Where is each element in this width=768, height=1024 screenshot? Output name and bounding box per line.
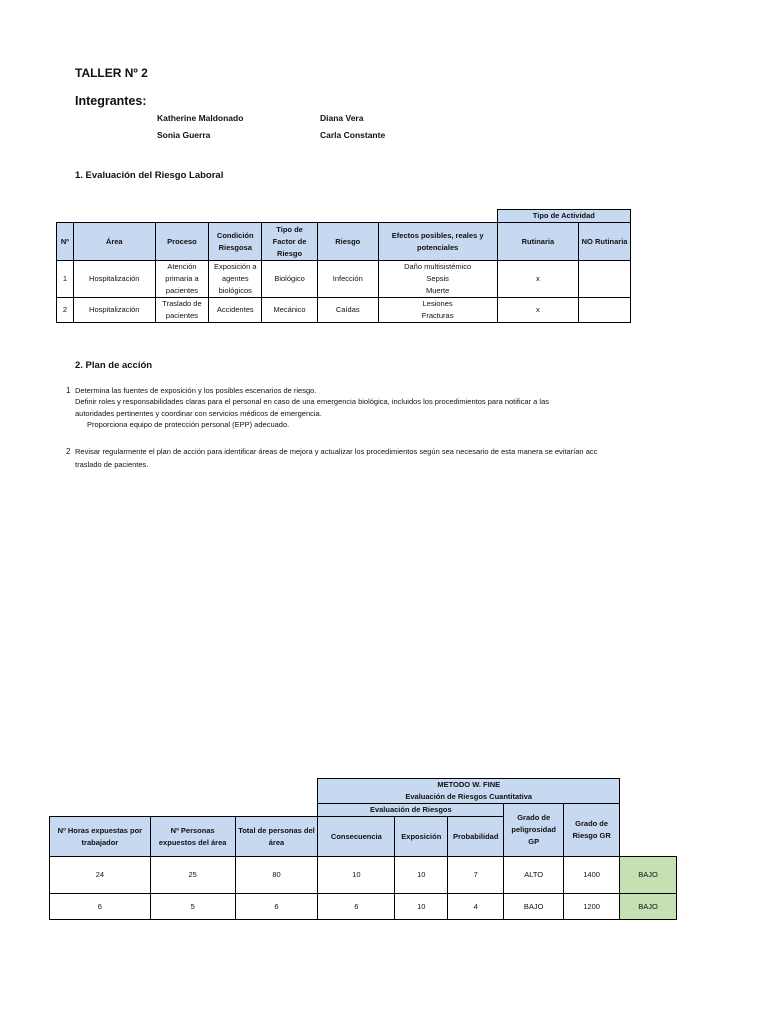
th-area: Área: [73, 223, 155, 261]
plan-1-line-3: autoridades pertinentes y coordinar con servicios médicos de emergencia.: [75, 409, 322, 418]
cell-area: Hospitalización: [73, 298, 155, 323]
cell-efectos: [378, 261, 497, 298]
page-title: TALLER Nº 2: [75, 66, 148, 80]
eval-title: Evaluación de Riesgos: [318, 804, 504, 817]
fine-method-table: [49, 778, 677, 920]
plan-number-2: 2: [66, 447, 71, 456]
risk-evaluation-table: [56, 209, 631, 323]
th-exposicion: Exposición: [395, 817, 448, 857]
cell-n: 2: [57, 298, 74, 323]
cell-riesgo: Infección: [317, 261, 378, 298]
group-header-tipo-actividad: Tipo de Actividad: [497, 210, 630, 223]
section-1-title: 1. Evaluación del Riesgo Laboral: [75, 170, 224, 181]
member-1: Katherine Maldonado: [157, 113, 244, 123]
table-row: [50, 894, 677, 920]
plan-1-line-1: Determina las fuentes de exposición y los posibles escenarios de riesgo.: [75, 386, 317, 395]
th-riesgo: Riesgo: [317, 223, 378, 261]
th-n: Nº: [57, 223, 74, 261]
cell-proceso: Atención primaria a pacientes: [155, 261, 209, 298]
cell-condicion: Accidentes: [209, 298, 262, 323]
plan-1-line-4: Proporciona equipo de protección personal (EPP) adecuado.: [87, 420, 290, 429]
cell-probabilidad: 7: [448, 857, 504, 894]
cell-exposicion: 10: [395, 894, 448, 920]
cell-area: Hospitalización: [73, 261, 155, 298]
cell-level: BAJO: [620, 857, 677, 894]
method-title: METODO W. FINE: [318, 779, 620, 792]
cell-tipo: Biológico: [262, 261, 318, 298]
cell-probabilidad: 4: [448, 894, 504, 920]
cell-rutinaria: x: [497, 261, 578, 298]
cell-total: 6: [235, 894, 318, 920]
cell-rutinaria: x: [497, 298, 578, 323]
member-2: Diana Vera: [320, 113, 364, 123]
th-proceso: Proceso: [155, 223, 209, 261]
cell-tipo: Mecánico: [262, 298, 318, 323]
cell-personas: 5: [150, 894, 235, 920]
member-4: Carla Constante: [320, 130, 386, 140]
cell-horas: 24: [50, 857, 151, 894]
efecto: Fracturas: [421, 311, 454, 320]
cell-personas: 25: [150, 857, 235, 894]
th-rutinaria: Rutinaria: [497, 223, 578, 261]
th-total: Total de personas del área: [235, 817, 318, 857]
member-3: Sonia Guerra: [157, 130, 211, 140]
th-probabilidad: Probabilidad: [448, 817, 504, 857]
plan-number-1: 1: [66, 386, 71, 395]
th-personas: Nº Personas expuestos del área: [150, 817, 235, 857]
th-gp: Grado de peligrosidad GP: [504, 804, 564, 857]
cell-condicion: Exposición a agentes biológicos: [209, 261, 262, 298]
cell-gr: 1400: [564, 857, 620, 894]
th-no-rutinaria: NO Rutinaria: [579, 223, 631, 261]
th-condicion: Condición Riesgosa: [209, 223, 262, 261]
th-horas: Nº Horas expuestas por trabajador: [50, 817, 151, 857]
th-gr: Grado de Riesgo GR: [564, 804, 620, 857]
cell-consecuencia: 6: [318, 894, 395, 920]
cell-consecuencia: 10: [318, 857, 395, 894]
cell-n: 1: [57, 261, 74, 298]
table-row: [57, 261, 631, 298]
plan-2-line-1: Revisar regularmente el plan de acción para identificar áreas de mejora y actualizar los procedimientos según sea necesario de esta manera se evitarían acc: [75, 447, 598, 456]
efecto: Muerte: [425, 286, 450, 295]
efecto: Daño multisistémico: [404, 262, 472, 271]
integrantes-label: Integrantes:: [75, 94, 147, 108]
cell-gr: 1200: [564, 894, 620, 920]
cell-no-rutinaria: [579, 261, 631, 298]
th-tipo-factor: Tipo de Factor de Riesgo: [262, 223, 318, 261]
th-consecuencia: Consecuencia: [318, 817, 395, 857]
cell-horas: 6: [50, 894, 151, 920]
efecto: Lesiones: [422, 299, 453, 308]
table-row: [50, 857, 677, 894]
eval-quant-title: Evaluación de Riesgos Cuantitativa: [318, 791, 620, 804]
cell-exposicion: 10: [395, 857, 448, 894]
cell-total: 80: [235, 857, 318, 894]
cell-proceso: Traslado de pacientes: [155, 298, 209, 323]
th-efectos: Efectos posibles, reales y potenciales: [378, 223, 497, 261]
cell-riesgo: Caídas: [317, 298, 378, 323]
plan-1-line-2: Definir roles y responsabilidades claras para el personal en caso de una emergencia biológica, incluidos los procedimientos para notificar a las: [75, 397, 550, 406]
section-2-title: 2. Plan de acción: [75, 360, 153, 371]
cell-level: BAJO: [620, 894, 677, 920]
table1-header-row: [57, 223, 631, 261]
cell-efectos: [378, 298, 497, 323]
cell-gp: BAJO: [504, 894, 564, 920]
efecto: Sepsis: [426, 274, 449, 283]
table-row: [57, 298, 631, 323]
cell-gp: ALTO: [504, 857, 564, 894]
plan-2-line-2: traslado de pacientes.: [75, 460, 149, 469]
cell-no-rutinaria: [579, 298, 631, 323]
